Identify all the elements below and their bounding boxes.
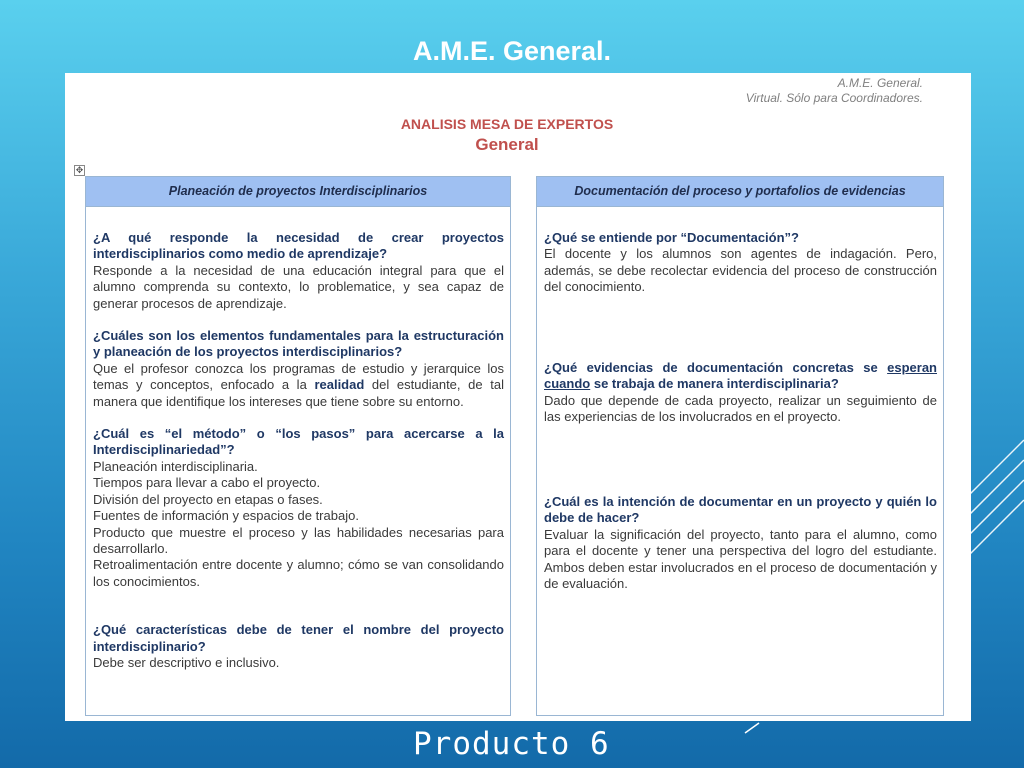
left-answer-3-line: Producto que muestre el proceso y las habilidades necesarias para desarrollarlo. <box>93 524 504 556</box>
right-answer-2: Dado que depende de cada proyecto, realizar un seguimiento de las experiencias de los involucrados en el proyecto. <box>544 392 937 425</box>
left-block-4 <box>93 622 504 671</box>
left-block-3 <box>93 426 504 590</box>
right-column <box>536 176 944 716</box>
left-answer-4: Debe ser descriptivo e inclusivo. <box>93 654 280 670</box>
left-answer-3 <box>93 459 504 590</box>
document-header <box>746 76 923 106</box>
slide-title: A.M.E. General. <box>412 36 612 66</box>
left-question-2: ¿Cuáles son los elementos fundamentales para la estructuración y planeación de los proyectos interdisciplinarios? <box>93 328 504 360</box>
right-column-heading: Documentación del proceso y portafolios de evidencias <box>537 177 943 207</box>
slide-footer-title: Producto 6 <box>413 726 610 762</box>
right-answer-3: Evaluar la significación del proyecto, tanto para el alumno, como para el docente y tener una perspectiva del logro del estudiante. Ambos deben estar involucrados en el proceso de documentación y de evaluación. <box>544 526 937 592</box>
left-answer-3-line: Retroalimentación entre docente y alumno; cómo se van consolidando los conocimientos. <box>93 557 504 589</box>
right-block-3 <box>544 494 937 592</box>
left-block-1 <box>93 230 504 312</box>
left-block-2 <box>93 328 504 410</box>
right-block-1 <box>544 230 937 360</box>
table-move-handle-icon[interactable]: ✥ <box>75 165 84 175</box>
header-line-1: A.M.E. General. <box>837 76 923 90</box>
left-column-body <box>86 207 510 671</box>
right-answer-1: El docente y los alumnos son agentes de indagación. Pero, además, se debe recolectar evidencia del proceso de construcción del conocimiento. <box>544 246 937 295</box>
left-question-1: ¿A qué responde la necesidad de crear proyectos interdisciplinarios como medio de aprendizaje? <box>93 230 504 262</box>
left-question-4: ¿Qué características debe de tener el nombre del proyecto interdisciplinario? <box>93 622 504 654</box>
left-answer-3-line: División del proyecto en etapas o fases. <box>93 491 323 507</box>
left-answer-2-pre: Que el profesor conozca los programas de estudio y jerarquice los temas y conceptos, enfocado a la <box>93 360 504 393</box>
right-question-2-underlined: esperan cuando <box>544 360 937 392</box>
document-image <box>65 73 971 721</box>
right-block-2 <box>544 360 937 494</box>
left-answer-3-line: Tiempos para llevar a cabo el proyecto. <box>93 475 321 491</box>
document-subtitle: General <box>475 135 539 154</box>
right-question-2 <box>544 360 937 393</box>
decorative-stripes <box>964 430 1024 580</box>
document-title: ANALISIS MESA DE EXPERTOS <box>400 116 614 132</box>
left-question-3: ¿Cuál es “el método” o “los pasos” para acercarse a la Interdisciplinariedad”? <box>93 426 504 458</box>
left-answer-2 <box>93 361 504 410</box>
decorative-line <box>744 722 760 734</box>
left-answer-3-line: Fuentes de información y espacios de trabajo. <box>93 508 359 524</box>
right-column-body <box>537 207 943 592</box>
right-question-1: ¿Qué se entiende por “Documentación”? <box>544 230 799 245</box>
right-question-2-post: se trabaja de manera interdisciplinaria? <box>590 376 839 392</box>
left-column <box>85 176 511 716</box>
header-line-2: Virtual. Sólo para Coordinadores. <box>745 91 923 105</box>
right-question-3: ¿Cuál es la intención de documentar en un proyecto y quién lo debe de hacer? <box>544 494 937 526</box>
right-question-2-pre: ¿Qué evidencias de documentación concretas se <box>544 360 888 375</box>
left-answer-2-post: del estudiante, de tal manera que identifique los intereses que tiene sobre su entorno. <box>93 377 504 409</box>
left-answer-2-bold: realidad <box>314 377 365 393</box>
left-column-heading: Planeación de proyectos Interdisciplinarios <box>86 177 510 207</box>
left-answer-3-line: Planeación interdisciplinaria. <box>93 458 258 474</box>
left-answer-1: Responde a la necesidad de una educación integral para que el alumno comprenda su contexto, lo problematice, y sea capaz de generar procesos de aprendizaje. <box>93 262 504 311</box>
